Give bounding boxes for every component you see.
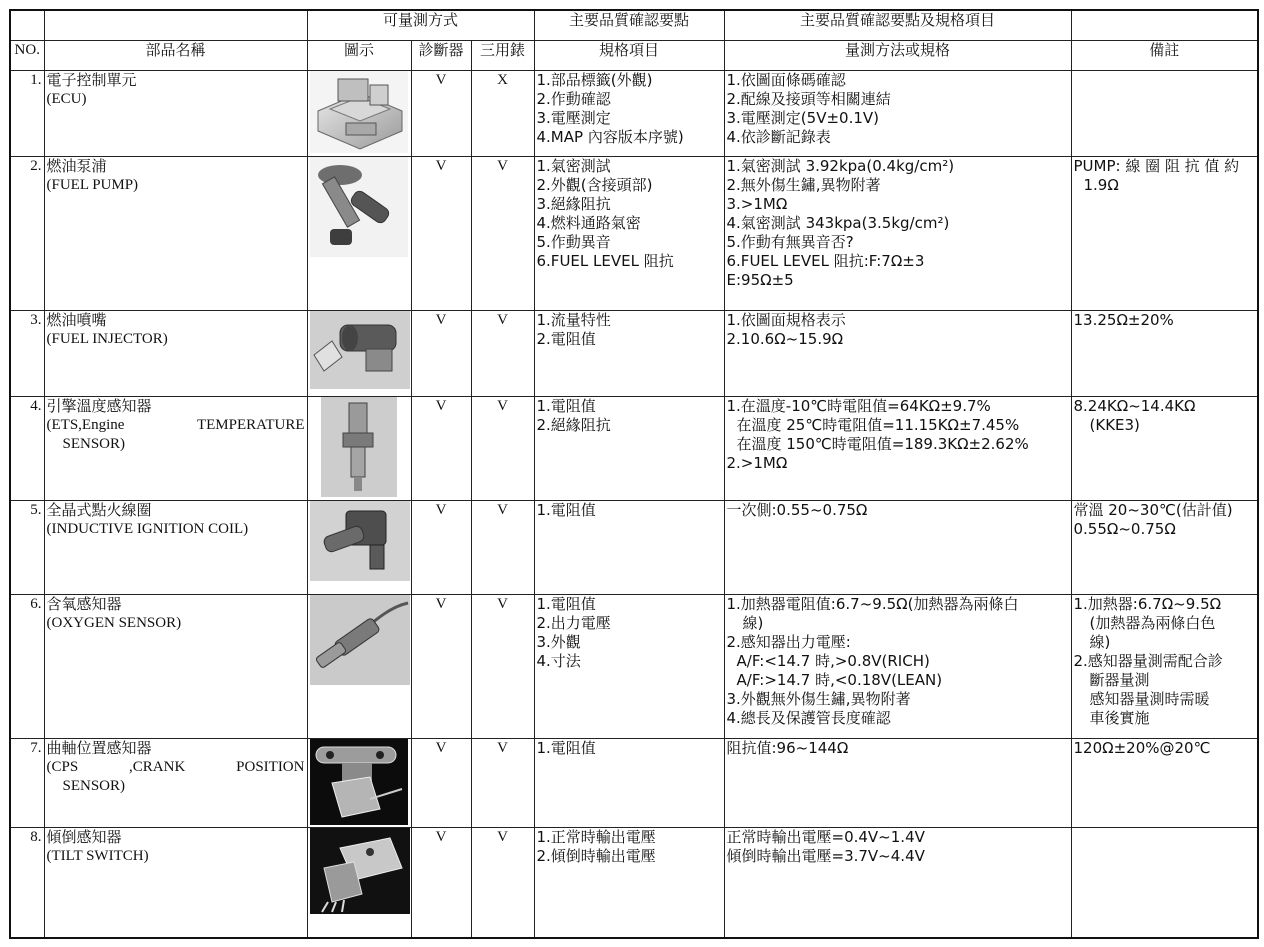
header-spec-items: 規格項目	[534, 40, 724, 70]
part-name-en: (TILT SWITCH)	[46, 847, 149, 864]
method-line: 4.氣密測試 343kpa(3.5kg/cm²)	[726, 213, 950, 232]
spec-item: 4.燃料通路氣密	[536, 213, 641, 232]
figure-cell	[307, 70, 411, 156]
diagnoser-mark: V	[411, 70, 471, 156]
method-line: 4.依診斷記錄表	[726, 127, 831, 146]
figure-cell	[307, 738, 411, 827]
spec-item: 6.FUEL LEVEL 阻抗	[536, 251, 674, 270]
crank-position-sensor-photo	[310, 739, 408, 825]
spec-item: 2.出力電壓	[536, 613, 611, 632]
method-cell	[724, 500, 1071, 594]
spec-item: 3.絕緣阻抗	[536, 194, 611, 213]
method-cell	[724, 594, 1071, 738]
method-line: 在溫度 25℃時電阻值=11.15KΩ±7.45%	[736, 415, 1020, 434]
multimeter-mark: V	[471, 500, 534, 594]
method-cell	[724, 156, 1071, 310]
part-name-zh: 引擎溫度感知器	[46, 396, 152, 415]
spec-items-cell	[534, 396, 724, 500]
method-line: 3.外觀無外傷生鏽,異物附著	[726, 689, 911, 708]
spec-items-cell	[534, 70, 724, 156]
header-blank-3	[1071, 10, 1258, 40]
remark-line: 常溫 20~30℃(估計值)	[1073, 500, 1233, 519]
part-name-zh: 全晶式點火線圈	[46, 500, 152, 519]
spec-item: 1.電阻值	[536, 594, 596, 613]
table-row	[10, 156, 1258, 310]
multimeter-mark: V	[471, 738, 534, 827]
part-name-cell	[44, 738, 307, 827]
figure-cell	[307, 500, 411, 594]
spec-item: 2.電阻值	[536, 329, 596, 348]
method-line: 2.感知器出力電壓:	[726, 632, 851, 651]
method-line: 2.10.6Ω~15.9Ω	[726, 329, 844, 348]
remarks-cell	[1071, 156, 1258, 310]
header-no: NO.	[10, 40, 44, 70]
diagnoser-mark: V	[411, 396, 471, 500]
remark-line: 8.24KΩ~14.4KΩ	[1073, 396, 1196, 415]
spec-item: 3.電壓測定	[536, 108, 611, 127]
part-name-en: SENSOR)	[62, 435, 126, 452]
row-number: 3.	[10, 310, 44, 396]
figure-cell	[307, 396, 411, 500]
method-cell	[724, 738, 1071, 827]
remark-line: 0.55Ω~0.75Ω	[1073, 519, 1176, 538]
header-group-measure: 可量測方式	[307, 10, 534, 40]
multimeter-mark: V	[471, 396, 534, 500]
method-line: 1.在溫度-10℃時電阻值=64KΩ±9.7%	[726, 396, 991, 415]
header-group-quality: 主要品質確認要點	[534, 10, 724, 40]
table-row	[10, 594, 1258, 738]
remark-line: PUMP: 線 圈 阻 抗 值 約	[1073, 156, 1240, 175]
method-line: 5.作動有無異音否?	[726, 232, 854, 251]
multimeter-mark: V	[471, 827, 534, 938]
spec-item: 1.氣密測試	[536, 156, 611, 175]
method-line: 傾倒時輸出電壓=3.7V~4.4V	[726, 846, 925, 865]
part-name-en: (ETS,Engine	[46, 416, 125, 433]
table-row	[10, 70, 1258, 156]
remark-line: 線)	[1089, 632, 1111, 651]
spec-items-cell	[534, 594, 724, 738]
part-name-zh: 曲軸位置感知器	[46, 738, 152, 757]
part-name-cell	[44, 156, 307, 310]
table-row	[10, 738, 1258, 827]
method-line: E:95Ω±5	[726, 270, 794, 289]
part-name-en: (FUEL INJECTOR)	[46, 330, 168, 347]
remarks-cell	[1071, 594, 1258, 738]
part-name-en: (ECU)	[46, 90, 87, 107]
spec-item: 1.電阻值	[536, 396, 596, 415]
method-line: 1.氣密測試 3.92kpa(0.4kg/cm²)	[726, 156, 955, 175]
part-name-en: ,CRANK	[129, 758, 186, 775]
fuel-injector-photo	[310, 311, 410, 389]
method-cell	[724, 310, 1071, 396]
remarks-cell	[1071, 500, 1258, 594]
remark-line: (KKE3)	[1089, 415, 1140, 434]
spec-item: 2.絕緣阻抗	[536, 415, 611, 434]
part-name-cell	[44, 310, 307, 396]
method-line: A/F:<14.7 時,>0.8V(RICH)	[736, 651, 930, 670]
row-number: 5.	[10, 500, 44, 594]
part-name-cell	[44, 396, 307, 500]
spec-item: 1.部品標籤(外觀)	[536, 70, 653, 89]
method-line: A/F:>14.7 時,<0.18V(LEAN)	[736, 670, 943, 689]
remark-line: 120Ω±20%@20℃	[1073, 738, 1211, 757]
tilt-switch-photo	[310, 828, 410, 914]
method-cell	[724, 70, 1071, 156]
row-number: 6.	[10, 594, 44, 738]
spec-item: 1.電阻值	[536, 500, 596, 519]
diagnoser-mark: V	[411, 310, 471, 396]
remark-line: 感知器量測時需暖	[1089, 689, 1210, 708]
part-name-zh: 傾倒感知器	[46, 827, 122, 846]
part-name-en-line	[47, 416, 305, 435]
remark-line: 1.加熱器:6.7Ω~9.5Ω	[1073, 594, 1222, 613]
table-row	[10, 396, 1258, 500]
table-row	[10, 310, 1258, 396]
row-number: 7.	[10, 738, 44, 827]
method-line: 線)	[742, 613, 764, 632]
spec-items-cell	[534, 156, 724, 310]
spec-items-cell	[534, 500, 724, 594]
method-line: 一次側:0.55~0.75Ω	[726, 500, 868, 519]
figure-cell	[307, 310, 411, 396]
multimeter-mark: V	[471, 310, 534, 396]
remarks-cell	[1071, 396, 1258, 500]
header-part-name: 部品名稱	[44, 40, 307, 70]
table-row	[10, 500, 1258, 594]
header-method: 量測方法或規格	[724, 40, 1071, 70]
method-line: 6.FUEL LEVEL 阻抗:F:7Ω±3	[726, 251, 925, 270]
oxygen-sensor-photo	[310, 595, 410, 685]
header-figure: 圖示	[307, 40, 411, 70]
remark-line: 斷器量測	[1089, 670, 1150, 689]
quality-spec-table	[9, 9, 1259, 939]
method-line: 2.無外傷生鏽,異物附著	[726, 175, 881, 194]
part-name-en: TEMPERATURE	[196, 416, 305, 433]
table-row	[10, 827, 1258, 938]
spec-item: 4.寸法	[536, 651, 581, 670]
spec-item: 3.外觀	[536, 632, 581, 651]
part-name-zh: 燃油泵浦	[46, 156, 107, 175]
remarks-cell	[1071, 738, 1258, 827]
spec-item: 5.作動異音	[536, 232, 611, 251]
method-line: 正常時輸出電壓=0.4V~1.4V	[726, 827, 925, 846]
figure-cell	[307, 827, 411, 938]
part-name-en: SENSOR)	[62, 777, 126, 794]
spec-item: 1.電阻值	[536, 738, 596, 757]
remark-line: 2.感知器量測需配合診	[1073, 651, 1223, 670]
header-group-quality-spec: 主要品質確認要點及規格項目	[724, 10, 1071, 40]
remark-line: 1.9Ω	[1083, 175, 1119, 194]
part-name-cell	[44, 827, 307, 938]
spec-item: 4.MAP 內容版本序號)	[536, 127, 684, 146]
method-line: 1.依圖面規格表示	[726, 310, 846, 329]
part-name-cell	[44, 500, 307, 594]
part-name-cell	[44, 70, 307, 156]
row-number: 8.	[10, 827, 44, 938]
part-name-en: (INDUCTIVE IGNITION COIL)	[46, 520, 249, 537]
method-line: 阻抗值:96~144Ω	[726, 738, 849, 757]
temperature-sensor-photo	[321, 397, 397, 497]
remark-line: 車後實施	[1089, 708, 1150, 727]
ignition-coil-photo	[310, 501, 410, 581]
part-name-en-line	[47, 758, 305, 777]
part-name-en: (OXYGEN SENSOR)	[46, 614, 182, 631]
multimeter-mark: V	[471, 594, 534, 738]
method-line: 2.配線及接頭等相關連結	[726, 89, 891, 108]
part-name-zh: 含氧感知器	[46, 594, 122, 613]
diagnoser-mark: V	[411, 827, 471, 938]
remarks-cell	[1071, 310, 1258, 396]
spec-item: 2.作動確認	[536, 89, 611, 108]
spec-items-cell	[534, 310, 724, 396]
method-line: 4.總長及保護管長度確認	[726, 708, 891, 727]
header-remarks: 備註	[1071, 40, 1258, 70]
method-cell	[724, 396, 1071, 500]
part-name-zh: 電子控制單元	[46, 70, 137, 89]
row-number: 4.	[10, 396, 44, 500]
method-line: 3.>1MΩ	[726, 194, 788, 213]
remark-line: (加熱器為兩條白色	[1089, 613, 1216, 632]
row-number: 1.	[10, 70, 44, 156]
header-blank	[10, 10, 44, 40]
spec-item: 2.外觀(含接頭部)	[536, 175, 653, 194]
method-line: 3.電壓測定(5V±0.1V)	[726, 108, 880, 127]
spec-item: 1.正常時輸出電壓	[536, 827, 656, 846]
part-name-en: (CPS	[46, 758, 79, 775]
figure-cell	[307, 594, 411, 738]
remark-line: 13.25Ω±20%	[1073, 310, 1174, 329]
multimeter-mark: V	[471, 156, 534, 310]
method-line: 2.>1MΩ	[726, 453, 788, 472]
spec-item: 2.傾倒時輸出電壓	[536, 846, 656, 865]
header-blank-2	[44, 10, 307, 40]
method-line: 1.依圖面條碼確認	[726, 70, 846, 89]
method-cell	[724, 827, 1071, 938]
multimeter-mark: X	[471, 70, 534, 156]
method-line: 在溫度 150℃時電阻值=189.3KΩ±2.62%	[736, 434, 1029, 453]
header-diagnoser: 診斷器	[411, 40, 471, 70]
part-name-en: POSITION	[236, 758, 305, 775]
diagnoser-mark: V	[411, 500, 471, 594]
diagnoser-mark: V	[411, 738, 471, 827]
ecu-photo	[310, 71, 408, 153]
spec-item: 1.流量特性	[536, 310, 611, 329]
diagnoser-mark: V	[411, 156, 471, 310]
diagnoser-mark: V	[411, 594, 471, 738]
header-multimeter: 三用錶	[471, 40, 534, 70]
remarks-cell	[1071, 827, 1258, 938]
part-name-en: (FUEL PUMP)	[46, 176, 139, 193]
remarks-cell	[1071, 70, 1258, 156]
method-line: 1.加熱器電阻值:6.7~9.5Ω(加熱器為兩條白	[726, 594, 1019, 613]
figure-cell	[307, 156, 411, 310]
spec-items-cell	[534, 827, 724, 938]
part-name-zh: 燃油噴嘴	[46, 310, 107, 329]
row-number: 2.	[10, 156, 44, 310]
spec-items-cell	[534, 738, 724, 827]
fuel-pump-photo	[310, 157, 408, 257]
part-name-cell	[44, 594, 307, 738]
